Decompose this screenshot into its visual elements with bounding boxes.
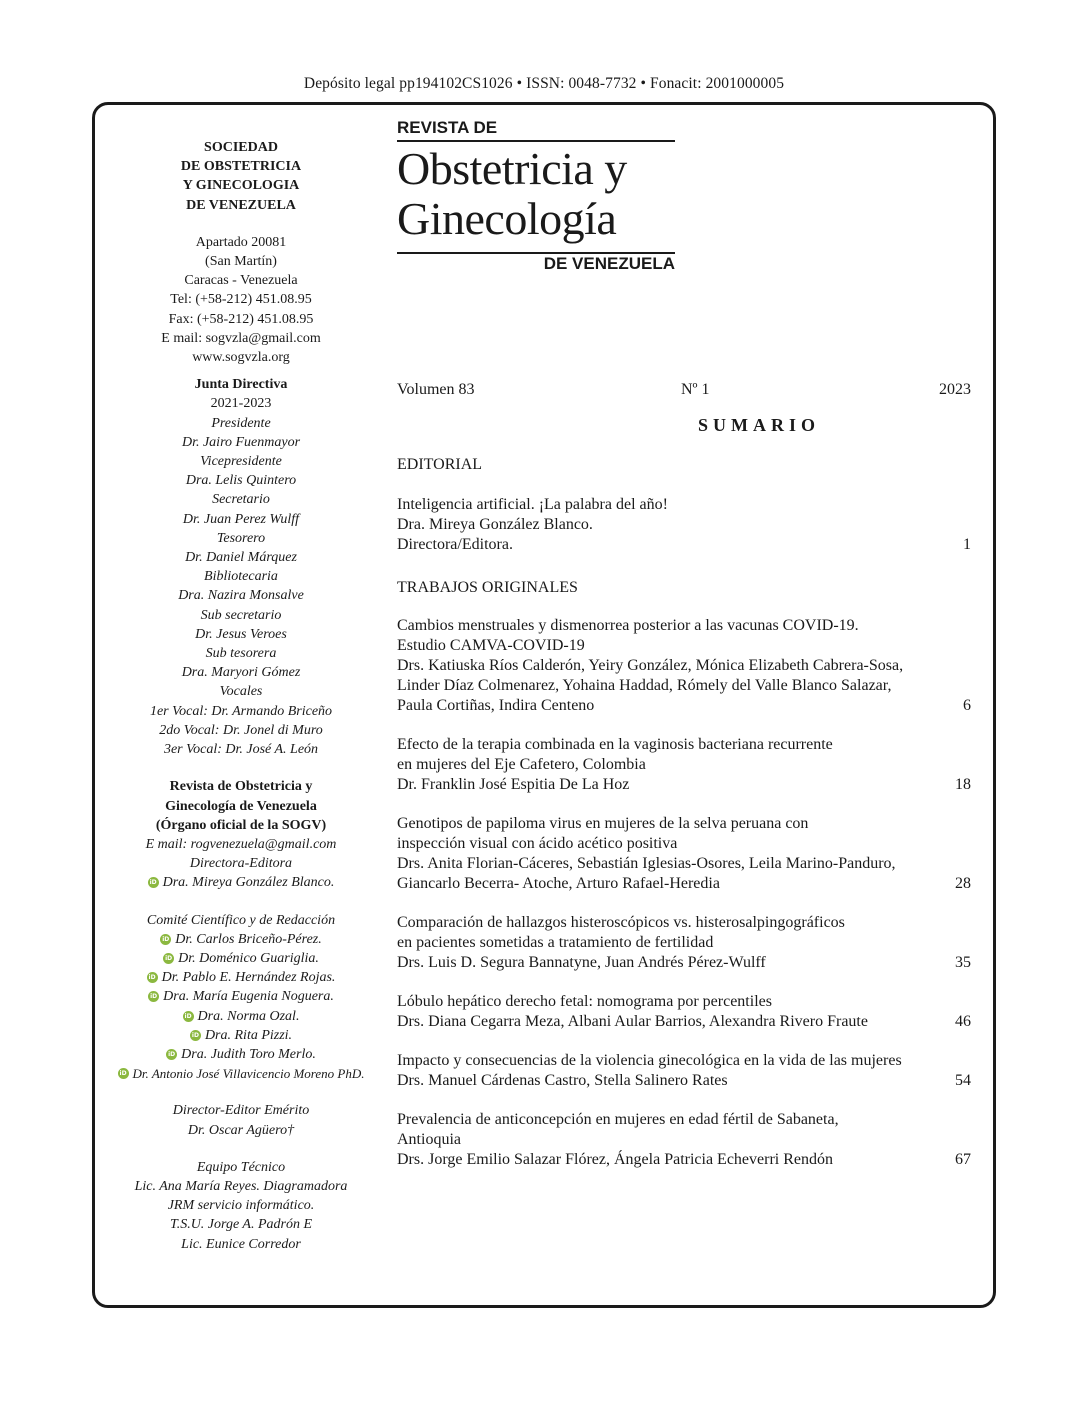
issue-volume: Volumen 83 xyxy=(397,381,475,398)
page-number: 35 xyxy=(955,954,971,971)
issue-year: 2023 xyxy=(939,381,971,398)
committee: Comité Científico y de Redacción iD Dr. Carlos Briceño-Pérez. iD Dr. Doménico Guariglia. iD Dr. Pablo E. Hernández Rojas. iD Dra. María Eugenia Noguera. iD Dra. Norma Ozal. iD Dra. Rita Pizzi. iD Dra. Judith Toro Merlo. iD Dr. Antonio José Villavicencio Moreno PhD. xyxy=(119,912,365,1082)
left-column xyxy=(119,138,365,1254)
toc-entry[interactable]: Cambios menstruales y dismenorrea posterior a las vacunas COVID-19. Estudio CAMVA-COVID-19 Drs. Katiuska Ríos Calderón, Yeiry González, Mónica Elizabeth Cabrera-Sosa, Linder Díaz Colmenarez, Yohaina Haddad, Rómely del Valle Blanco Salazar, Paula Cortiñas, Indira Centeno 6 xyxy=(397,617,971,714)
toc-entry[interactable]: Efecto de la terapia combinada en la vaginosis bacteriana recurrente en mujeres del Eje Cafetero, Colombia Dr. Franklin José Espitia De La Hoz 18 xyxy=(397,736,971,793)
committee-heading: Comité Científico y de Redacción xyxy=(146,912,336,928)
orcid-icon: iD xyxy=(168,1051,176,1059)
board-heading: Junta Directiva xyxy=(194,377,288,393)
masthead-rule xyxy=(397,140,675,142)
page-number: 67 xyxy=(955,1151,971,1168)
orcid-icon: iD xyxy=(150,993,158,1001)
toc-entry[interactable]: Impacto y consecuencias de la violencia ginecológica en la vida de las mujeres Drs. Manuel Cárdenas Castro, Stella Salinero Rates 54 xyxy=(397,1052,971,1089)
orcid-icon: iD xyxy=(191,1031,199,1039)
journal-info: Revista de Obstetricia y Ginecología de Venezuela (Órgano oficial de la SOGV) E mail: rogvenezuela@gmail.com Directora-Editora iD Dra. Mireya González Blanco. xyxy=(122,777,360,892)
issue-number: Nº 1 xyxy=(681,381,710,398)
toc-entry[interactable]: Lóbulo hepático derecho fetal: nomograma por percentiles Drs. Diana Cegarra Meza, Albani Aular Barrios, Alexandra Rivero Fraute 46 xyxy=(397,993,971,1030)
masthead-title: Obstetricia y Ginecología xyxy=(397,143,627,244)
page-number: 46 xyxy=(955,1013,971,1030)
orcid-icon: iD xyxy=(148,974,156,982)
board-period: 2021-2023 xyxy=(210,396,272,412)
deposit-line: Depósito legal pp194102CS1026 • ISSN: 0048-7732 • Fonacit: 2001000005 xyxy=(303,75,785,92)
orcid-icon: iD xyxy=(119,1070,127,1078)
orcid-icon: iD xyxy=(149,879,157,887)
page-number: 54 xyxy=(955,1072,971,1089)
masthead-post: DE VENEZUELA xyxy=(543,254,675,273)
table-of-contents xyxy=(397,455,971,1170)
orcid-icon: iD xyxy=(162,935,170,943)
society-address: Apartado 20081 (San Martín) Caracas - Venezuela Tel: (+58-212) 451.08.95 Fax: (+58-212) 451.08.95 E mail: sogvzla@gmail.com www.sogvzla.org xyxy=(161,234,321,366)
page-number: 18 xyxy=(955,776,971,793)
board: Junta Directiva 2021-2023 Presidente Dr. Jairo Fuenmayor Vicepresidente Dra. Lelis Quintero Secretario Dr. Juan Perez Wulff Tesorero Dr. Daniel Márquez Bibliotecaria Dra. Nazira Monsalve Sub secretario Dr. Jesus Veroes Sub tesorera Dra. Maryori Gómez Vocales 1er Vocal: Dr. Armando Briceño 2do Vocal: Dr. Jonel di Muro 3er Vocal: Dr. José A. León xyxy=(122,375,360,759)
masthead-pre: REVISTA DE xyxy=(397,118,498,137)
page-number: 1 xyxy=(963,536,971,553)
orcid-icon: iD xyxy=(184,1012,192,1020)
emeritus: Director-Editor Emérito Dr. Oscar Agüero† xyxy=(172,1103,310,1138)
tech-team: Equipo Técnico Lic. Ana María Reyes. Diagramadora JRM servicio informático. T.S.U. Jorge A. Padrón E Lic. Eunice Corredor xyxy=(134,1159,348,1252)
page-number: 6 xyxy=(963,697,971,714)
toc-entry[interactable]: Comparación de hallazgos histeroscópicos vs. histerosalpingográficos en pacientes sometidas a tratamiento de fertilidad Drs. Luis D. Segura Bannatyne, Juan Andrés Pérez-Wulff 35 xyxy=(397,914,971,971)
society-name: SOCIEDAD DE OBSTETRICIA Y GINECOLOGIA DE VENEZUELA xyxy=(180,140,302,213)
orcid-icon: iD xyxy=(165,955,173,963)
summary-heading: SUMARIO xyxy=(697,415,820,435)
toc-entry[interactable]: Inteligencia artificial. ¡La palabra del año! Dra. Mireya González Blanco. Directora/Editora. 1 xyxy=(397,496,971,553)
masthead xyxy=(397,118,675,274)
toc-entry[interactable]: Genotipos de papiloma virus en mujeres de la selva peruana con inspección visual con ácido acético positiva Drs. Anita Florian-Cáceres, Sebastián Iglesias-Osores, Leila Marino-Panduro, Giancarlo Becerra- Atoche, Arturo Rafael-Heredia 28 xyxy=(397,815,971,892)
page-number: 28 xyxy=(955,875,971,892)
section-heading-originals: TRABAJOS ORIGINALES xyxy=(397,579,578,596)
journal-email: E mail: rogvenezuela@gmail.com xyxy=(145,836,337,852)
toc-entry[interactable]: Prevalencia de anticoncepción en mujeres en edad fértil de Sabaneta, Antioquia Drs. Jorge Emilio Salazar Flórez, Ángela Patricia Echeverri Rendón 67 xyxy=(397,1111,971,1168)
section-heading-editorial: EDITORIAL xyxy=(397,456,483,473)
